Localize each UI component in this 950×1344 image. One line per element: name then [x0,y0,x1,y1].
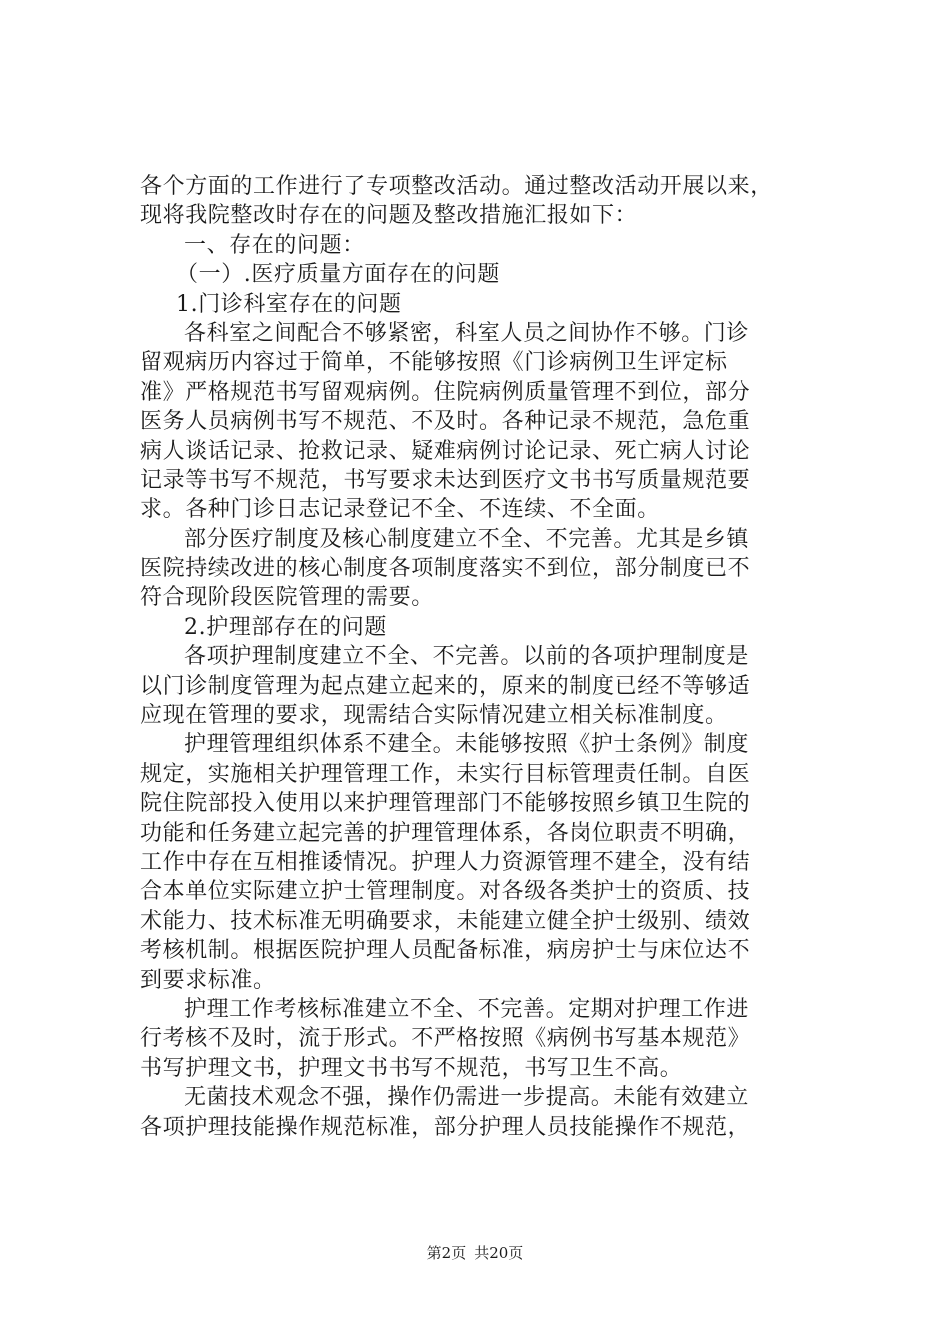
paragraph-start: 无菌技术观念不强，操作仍需进一步提高。未能有效建立 [184,1085,750,1111]
body-line: 病人谈话记录、抢救记录、疑难病例讨论记录、死亡病人讨论 [140,438,751,464]
body-line: 考核机制。根据医院护理人员配备标准，病房护士与床位达不 [140,938,751,964]
body-line: 以门诊制度管理为起点建立起来的，原来的制度已经不等够适 [140,673,751,699]
body-line: 工作中存在互相推诿情况。护理人力资源管理不建全，没有结 [140,849,751,875]
body-line: 各项护理技能操作规范标准，部分护理人员技能操作不规范， [140,1114,751,1140]
page-footer [0,1243,950,1263]
body-line: 准》严格规范书写留观病例。住院病例质量管理不到位，部分 [140,379,751,405]
page-total: 共20页 [474,1244,524,1262]
body-line: 术能力、技术标准无明确要求，未能建立健全护士级别、绩效 [140,908,751,934]
item-heading: 2.护理部存在的问题 [184,614,387,640]
body-line: 功能和任务建立起完善的护理管理体系，各岗位职责不明确， [140,820,751,846]
section-heading: 一、存在的问题： [184,232,365,258]
body-line: 记录等书写不规范，书写要求未达到医疗文书书写质量规范要 [140,467,751,493]
body-line: 合本单位实际建立护士管理制度。对各级各类护士的资质、技 [140,879,751,905]
paragraph-start: 各项护理制度建立不全、不完善。以前的各项护理制度是 [184,644,750,670]
body-line: 书写护理文书，护理文书书写不规范，书写卫生不高。 [140,1055,683,1081]
page-number: 第2页 [426,1244,467,1262]
body-line: 现将我院整改时存在的问题及整改措施汇报如下： [140,203,638,229]
body-line: 各个方面的工作进行了专项整改活动。通过整改活动开展以来， [140,174,773,199]
body-line: 应现在管理的要求，现需结合实际情况建立相关标准制度。 [140,703,728,729]
item-heading: 1.门诊科室存在的问题 [176,291,402,317]
paragraph-start: 各科室之间配合不够紧密，科室人员之间协作不够。门诊 [184,320,750,346]
body-line: 符合现阶段医院管理的需要。 [140,585,434,611]
body-line: 院住院部投入使用以来护理管理部门不能够按照乡镇卫生院的 [140,791,751,817]
paragraph-start: 护理管理组织体系不建全。未能够按照《护士条例》制度 [184,732,750,758]
body-line: 医务人员病例书写不规范、不及时。各种记录不规范，急危重 [140,409,751,435]
body-line: 留观病历内容过于简单，不能够按照《门诊病例卫生评定标 [140,350,728,376]
body-line: 到要求标准。 [140,967,276,993]
body-line: 规定，实施相关护理管理工作，未实行目标管理责任制。自医 [140,761,751,787]
paragraph-start: 部分医疗制度及核心制度建立不全、不完善。尤其是乡镇 [184,526,750,552]
paragraph-start: 护理工作考核标准建立不全、不完善。定期对护理工作进 [184,996,750,1022]
body-line: 行考核不及时，流于形式。不严格按照《病例书写基本规范》 [140,1026,751,1052]
body-line: 医院持续改进的核心制度各项制度落实不到位，部分制度已不 [140,556,751,582]
body-line: 求。各种门诊日志记录登记不全、不连续、不全面。 [140,497,660,523]
subsection-heading: （一）.医疗质量方面存在的问题 [176,262,500,288]
document-body [140,172,832,1142]
